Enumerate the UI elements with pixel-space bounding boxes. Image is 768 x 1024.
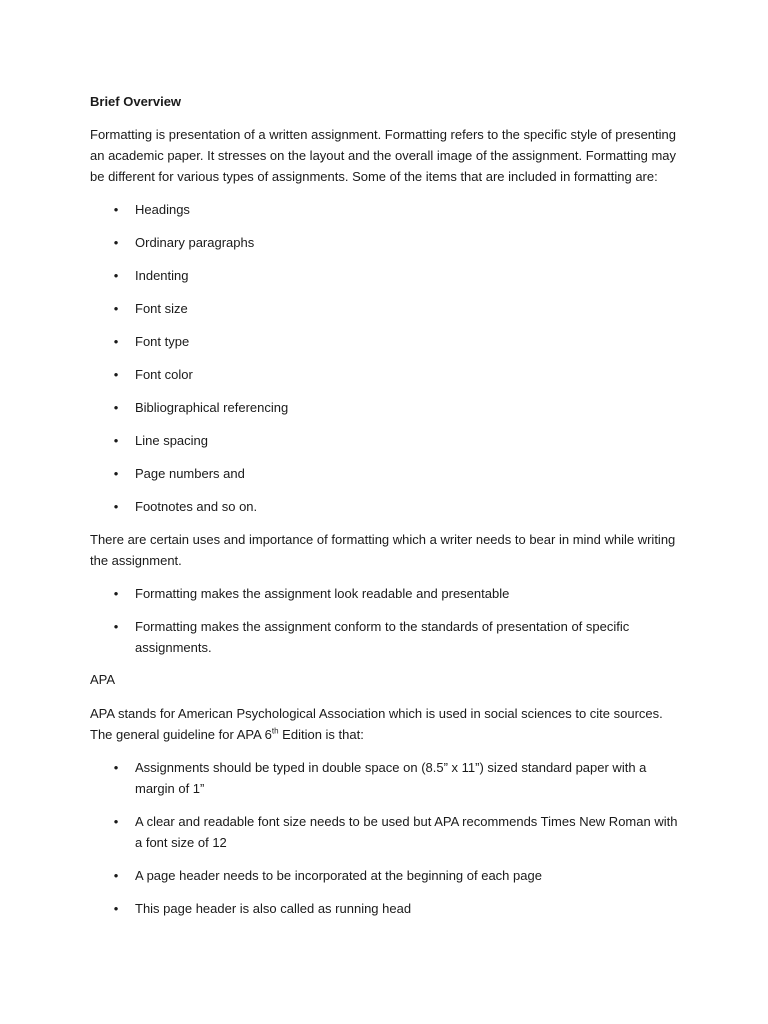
bullet-icon: • bbox=[113, 499, 119, 514]
list-item: • A page header needs to be incorporated at the beginning of each page bbox=[90, 865, 685, 886]
bullet-icon: • bbox=[113, 268, 119, 283]
bullet-icon: • bbox=[113, 760, 119, 775]
bullet-icon: • bbox=[113, 301, 119, 316]
bullet-icon: • bbox=[113, 400, 119, 415]
list-item: • A clear and readable font size needs to be used but APA recommends Times New Roman with a font size of 12 bbox=[90, 811, 685, 853]
uses-items-list bbox=[90, 583, 685, 658]
section-label-apa: APA bbox=[90, 672, 116, 687]
list-item: • Ordinary paragraphs bbox=[90, 232, 685, 253]
bullet-icon: • bbox=[113, 586, 119, 601]
list-item: • Indenting bbox=[90, 265, 685, 286]
intro-paragraph: Formatting is presentation of a written assignment. Formatting refers to the specific style of presenting an academic paper. It stresses on the layout and the overall image of the assignment. Formatting may be different for various types of assignments. Some of the items that are included in formatting are: bbox=[90, 127, 677, 184]
bullet-icon: • bbox=[113, 334, 119, 349]
section-heading-brief-overview: Brief Overview bbox=[90, 94, 182, 109]
document-page bbox=[90, 92, 685, 931]
list-item: • Formatting makes the assignment conform to the standards of presentation of specific assignments. bbox=[90, 616, 685, 658]
bullet-icon: • bbox=[113, 814, 119, 829]
list-item: • This page header is also called as running head bbox=[90, 898, 685, 919]
bullet-icon: • bbox=[113, 202, 119, 217]
list-item: • Line spacing bbox=[90, 430, 685, 451]
bullet-icon: • bbox=[113, 433, 119, 448]
list-item: • Footnotes and so on. bbox=[90, 496, 685, 517]
list-item: • Formatting makes the assignment look readable and presentable bbox=[90, 583, 685, 604]
list-item: • Font color bbox=[90, 364, 685, 385]
bullet-icon: • bbox=[113, 235, 119, 250]
list-item: • Assignments should be typed in double space on (8.5” x 11”) sized standard paper with a margin of 1” bbox=[90, 757, 685, 799]
apa-items-list bbox=[90, 757, 685, 919]
bullet-icon: • bbox=[113, 619, 119, 634]
list-item: • Font type bbox=[90, 331, 685, 352]
formatting-items-list bbox=[90, 199, 685, 517]
bullet-icon: • bbox=[113, 868, 119, 883]
uses-paragraph: There are certain uses and importance of formatting which a writer needs to bear in mind while writing the assignment. bbox=[90, 532, 676, 568]
list-item: • Font size bbox=[90, 298, 685, 319]
bullet-icon: • bbox=[113, 367, 119, 382]
list-item: • Bibliographical referencing bbox=[90, 397, 685, 418]
bullet-icon: • bbox=[113, 466, 119, 481]
bullet-icon: • bbox=[113, 901, 119, 916]
list-item: • Page numbers and bbox=[90, 463, 685, 484]
apa-intro-paragraph: APA stands for American Psychological Association which is used in social sciences to cite sources. The general guideline for APA 6th Edition is that: bbox=[90, 706, 663, 742]
list-item: • Headings bbox=[90, 199, 685, 220]
